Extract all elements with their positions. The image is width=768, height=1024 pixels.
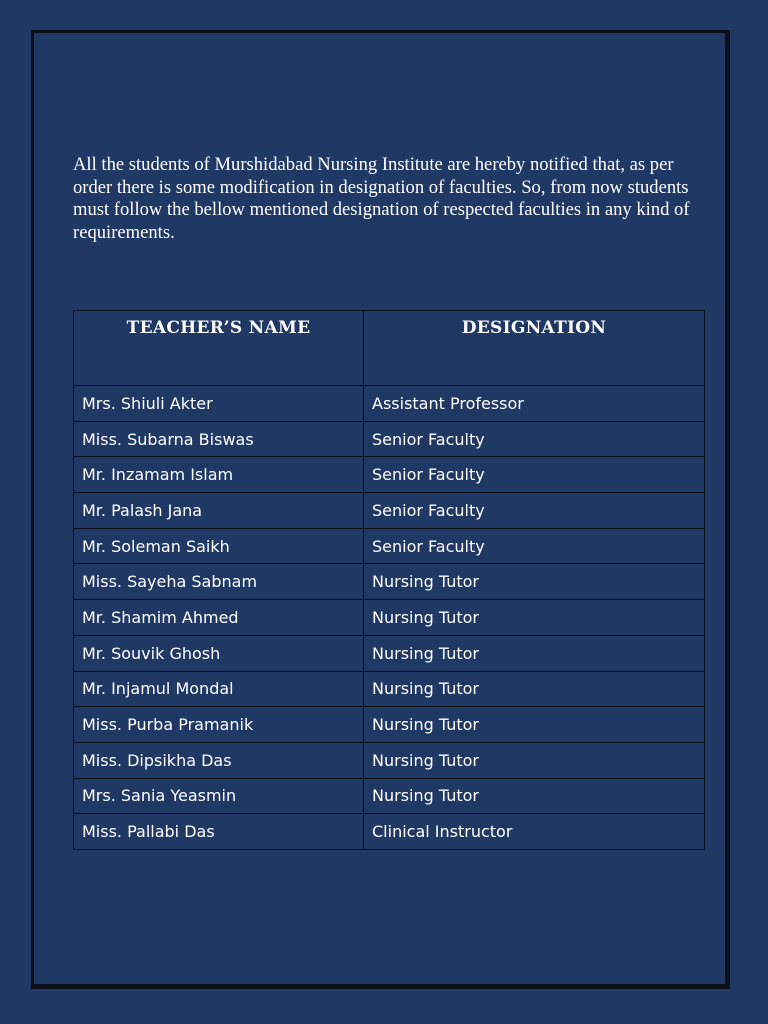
table-row bbox=[74, 528, 705, 564]
designation-cell: Clinical Instructor bbox=[364, 814, 705, 850]
table-row bbox=[74, 778, 705, 814]
designation-cell: Nursing Tutor bbox=[364, 564, 705, 600]
teacher-name-cell: Mr. Palash Jana bbox=[74, 493, 364, 529]
table-row bbox=[74, 564, 705, 600]
table-row bbox=[74, 814, 705, 850]
teacher-name-cell: Miss. Dipsikha Das bbox=[74, 742, 364, 778]
designation-cell: Senior Faculty bbox=[364, 421, 705, 457]
table-row bbox=[74, 600, 705, 636]
designation-cell: Senior Faculty bbox=[364, 493, 705, 529]
header-teacher-name: TEACHER’S NAME bbox=[74, 311, 364, 386]
table-row bbox=[74, 457, 705, 493]
designation-cell: Nursing Tutor bbox=[364, 635, 705, 671]
teacher-name-cell: Mrs. Shiuli Akter bbox=[74, 386, 364, 422]
designation-cell: Assistant Professor bbox=[364, 386, 705, 422]
designation-cell: Nursing Tutor bbox=[364, 707, 705, 743]
teacher-name-cell: Mr. Soleman Saikh bbox=[74, 528, 364, 564]
teacher-name-cell: Mr. Shamim Ahmed bbox=[74, 600, 364, 636]
table-row bbox=[74, 707, 705, 743]
designation-cell: Nursing Tutor bbox=[364, 742, 705, 778]
designation-cell: Senior Faculty bbox=[364, 528, 705, 564]
table-row bbox=[74, 635, 705, 671]
notice-paragraph: All the students of Murshidabad Nursing Institute are hereby notified that, as per order there is some modification in designation of faculties. So, from now students must follow the bellow mentioned designation of respected faculties in any kind of requirements. bbox=[73, 154, 690, 243]
teacher-name-cell: Mr. Injamul Mondal bbox=[74, 671, 364, 707]
table-row bbox=[74, 493, 705, 529]
designation-cell: Nursing Tutor bbox=[364, 600, 705, 636]
table-row bbox=[74, 386, 705, 422]
table-row bbox=[74, 671, 705, 707]
designation-cell: Senior Faculty bbox=[364, 457, 705, 493]
teacher-name-cell: Miss. Pallabi Das bbox=[74, 814, 364, 850]
header-designation: DESIGNATION bbox=[364, 311, 705, 386]
teacher-name-cell: Miss. Purba Pramanik bbox=[74, 707, 364, 743]
teacher-name-cell: Mr. Inzamam Islam bbox=[74, 457, 364, 493]
teacher-name-cell: Mrs. Sania Yeasmin bbox=[74, 778, 364, 814]
table-row bbox=[74, 421, 705, 457]
teacher-name-cell: Mr. Souvik Ghosh bbox=[74, 635, 364, 671]
teacher-name-cell: Miss. Subarna Biswas bbox=[74, 421, 364, 457]
designation-cell: Nursing Tutor bbox=[364, 671, 705, 707]
designation-cell: Nursing Tutor bbox=[364, 778, 705, 814]
faculty-table bbox=[73, 310, 705, 850]
teacher-name-cell: Miss. Sayeha Sabnam bbox=[74, 564, 364, 600]
table-header-row bbox=[74, 311, 705, 386]
table-row bbox=[74, 742, 705, 778]
